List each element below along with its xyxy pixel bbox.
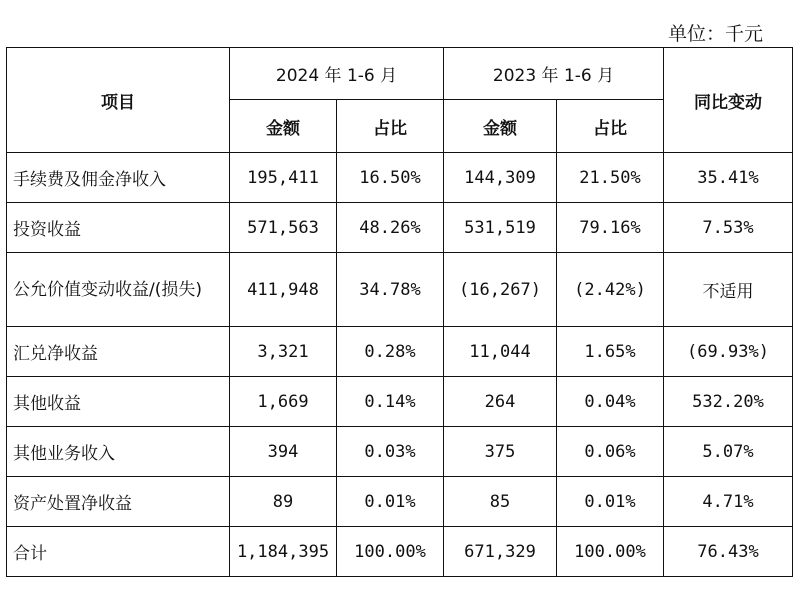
row-share-2023: 0.06% xyxy=(557,427,664,477)
row-yoy: 5.07% xyxy=(664,427,793,477)
row-item: 其他收益 xyxy=(7,377,230,427)
row-share-2024: 0.28% xyxy=(337,327,444,377)
header-amount-2023: 金额 xyxy=(444,100,557,153)
row-amount-2024: 411,948 xyxy=(230,253,337,327)
row-share-2023: 79.16% xyxy=(557,203,664,253)
row-share-2024: 0.01% xyxy=(337,477,444,527)
row-yoy: 4.71% xyxy=(664,477,793,527)
row-share-2024: 34.78% xyxy=(337,253,444,327)
row-share-2023: 100.00% xyxy=(557,527,664,577)
row-yoy: 76.43% xyxy=(664,527,793,577)
row-amount-2023: 264 xyxy=(444,377,557,427)
row-yoy: 532.20% xyxy=(664,377,793,427)
row-amount-2024: 1,184,395 xyxy=(230,527,337,577)
row-item: 合计 xyxy=(7,527,230,577)
header-amount-2024: 金额 xyxy=(230,100,337,153)
unit-label: 单位：千元 xyxy=(667,23,763,45)
income-table xyxy=(6,47,793,577)
row-yoy: 35.41% xyxy=(664,153,793,203)
row-share-2024: 48.26% xyxy=(337,203,444,253)
table-row xyxy=(7,427,793,477)
row-share-2023: (2.42%) xyxy=(557,253,664,327)
header-share-2024: 占比 xyxy=(337,100,444,153)
row-share-2023: 0.04% xyxy=(557,377,664,427)
row-amount-2024: 3,321 xyxy=(230,327,337,377)
row-amount-2024: 89 xyxy=(230,477,337,527)
row-share-2024: 16.50% xyxy=(337,153,444,203)
row-amount-2023: 531,519 xyxy=(444,203,557,253)
header-period-2024: 2024 年 1-6 月 xyxy=(230,48,444,100)
row-amount-2023: 375 xyxy=(444,427,557,477)
row-amount-2024: 1,669 xyxy=(230,377,337,427)
row-amount-2023: 11,044 xyxy=(444,327,557,377)
row-item: 手续费及佣金净收入 xyxy=(7,153,230,203)
row-share-2023: 21.50% xyxy=(557,153,664,203)
row-amount-2023: (16,267) xyxy=(444,253,557,327)
header-share-2023: 占比 xyxy=(557,100,664,153)
row-item: 其他业务收入 xyxy=(7,427,230,477)
row-share-2024: 0.14% xyxy=(337,377,444,427)
row-amount-2024: 571,563 xyxy=(230,203,337,253)
row-item: 资产处置净收益 xyxy=(7,477,230,527)
row-share-2023: 0.01% xyxy=(557,477,664,527)
row-item: 公允价值变动收益/(损失) xyxy=(7,253,230,327)
table-row xyxy=(7,327,793,377)
header-yoy: 同比变动 xyxy=(664,48,793,153)
table-row xyxy=(7,477,793,527)
row-yoy: 不适用 xyxy=(664,253,793,327)
row-amount-2023: 671,329 xyxy=(444,527,557,577)
row-share-2024: 100.00% xyxy=(337,527,444,577)
row-amount-2023: 85 xyxy=(444,477,557,527)
table-row xyxy=(7,377,793,427)
header-period-2023: 2023 年 1-6 月 xyxy=(444,48,664,100)
row-item: 投资收益 xyxy=(7,203,230,253)
row-amount-2023: 144,309 xyxy=(444,153,557,203)
row-yoy: (69.93%) xyxy=(664,327,793,377)
table-row xyxy=(7,203,793,253)
row-amount-2024: 195,411 xyxy=(230,153,337,203)
header-item: 项目 xyxy=(7,48,230,153)
table-row xyxy=(7,253,793,327)
row-amount-2024: 394 xyxy=(230,427,337,477)
table-row-total xyxy=(7,527,793,577)
table-row xyxy=(7,153,793,203)
row-item: 汇兑净收益 xyxy=(7,327,230,377)
row-share-2024: 0.03% xyxy=(337,427,444,477)
row-yoy: 7.53% xyxy=(664,203,793,253)
row-share-2023: 1.65% xyxy=(557,327,664,377)
